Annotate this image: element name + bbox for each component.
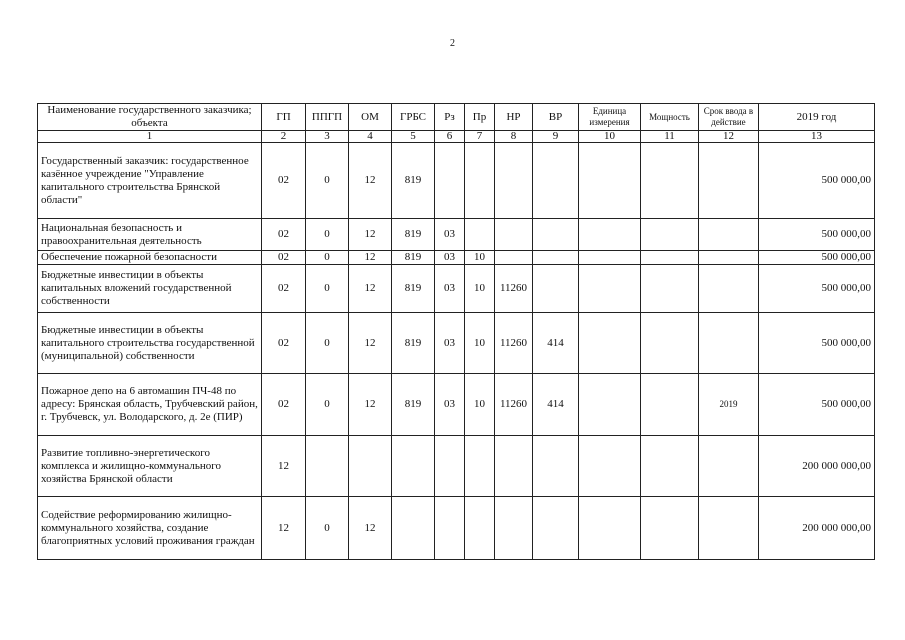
page-number: 2 [450,38,455,49]
cell-grbs: 819 [392,143,435,219]
cell-power [641,265,699,313]
cell-pr: 10 [465,265,495,313]
cell-amount: 500 000,00 [759,219,875,251]
cell-unit [579,265,641,313]
cell-rz: 03 [435,265,465,313]
cell-rz [435,436,465,497]
column-number: 9 [533,131,579,143]
cell-term [699,265,759,313]
row-name: Государственный заказчик: государственное казённое учреждение "Управление капитального строительства Брянской области" [38,143,262,219]
cell-pr [465,497,495,560]
cell-gp: 02 [262,251,306,265]
cell-power [641,143,699,219]
column-number: 3 [306,131,349,143]
cell-rz: 03 [435,374,465,436]
cell-gp: 02 [262,374,306,436]
cell-ppgp: 0 [306,265,349,313]
cell-gp: 12 [262,497,306,560]
cell-vr [533,251,579,265]
column-number: 1 [38,131,262,143]
header-om: ОМ [349,104,392,131]
cell-term: 2019 [699,374,759,436]
table-row [38,313,875,374]
cell-om: 12 [349,313,392,374]
header-nr: НР [495,104,533,131]
column-number: 12 [699,131,759,143]
cell-om: 12 [349,497,392,560]
column-number: 2 [262,131,306,143]
cell-ppgp: 0 [306,251,349,265]
header-rz: Рз [435,104,465,131]
cell-vr: 414 [533,313,579,374]
row-name: Развитие топливно-энергетического комплекса и жилищно-коммунального хозяйства Брянской области [38,436,262,497]
header-term: Срок ввода в действие [699,104,759,131]
cell-grbs: 819 [392,374,435,436]
cell-nr: 11260 [495,265,533,313]
cell-nr [495,143,533,219]
cell-ppgp: 0 [306,374,349,436]
cell-unit [579,497,641,560]
cell-ppgp: 0 [306,313,349,374]
cell-power [641,251,699,265]
cell-pr: 10 [465,374,495,436]
cell-ppgp: 0 [306,497,349,560]
header-grbs: ГРБС [392,104,435,131]
cell-term [699,219,759,251]
cell-term [699,497,759,560]
cell-gp: 02 [262,313,306,374]
cell-unit [579,251,641,265]
cell-pr: 10 [465,313,495,374]
budget-table [37,103,875,560]
cell-grbs: 819 [392,219,435,251]
cell-pr [465,219,495,251]
cell-ppgp: 0 [306,143,349,219]
row-name: Пожарное депо на 6 автомашин ПЧ-48 по адресу: Брянская область, Трубчевский район, г. Трубчевск, ул. Володарского, д. 2е (ПИР) [38,374,262,436]
cell-rz: 03 [435,219,465,251]
row-name: Бюджетные инвестиции в объекты капитальных вложений государственной собственности [38,265,262,313]
cell-amount: 500 000,00 [759,265,875,313]
cell-gp: 02 [262,265,306,313]
cell-grbs: 819 [392,265,435,313]
cell-om: 12 [349,251,392,265]
cell-power [641,374,699,436]
cell-amount: 500 000,00 [759,313,875,374]
cell-vr [533,436,579,497]
cell-nr [495,436,533,497]
cell-amount: 500 000,00 [759,143,875,219]
cell-unit [579,313,641,374]
header-unit: Единица измерения [579,104,641,131]
header-power: Мощность [641,104,699,131]
cell-rz: 03 [435,313,465,374]
column-number: 10 [579,131,641,143]
cell-nr [495,219,533,251]
column-number: 11 [641,131,699,143]
table-row [38,436,875,497]
cell-grbs [392,497,435,560]
cell-om: 12 [349,265,392,313]
cell-om [349,436,392,497]
cell-nr [495,251,533,265]
cell-rz [435,143,465,219]
cell-power [641,436,699,497]
cell-amount: 500 000,00 [759,251,875,265]
cell-rz [435,497,465,560]
table-row [38,497,875,560]
cell-vr [533,219,579,251]
column-number: 6 [435,131,465,143]
cell-term [699,251,759,265]
cell-om: 12 [349,143,392,219]
cell-grbs: 819 [392,313,435,374]
cell-rz: 03 [435,251,465,265]
table-row [38,251,875,265]
cell-unit [579,374,641,436]
table-row [38,265,875,313]
header-gp: ГП [262,104,306,131]
column-number: 13 [759,131,875,143]
table-row [38,219,875,251]
cell-om: 12 [349,374,392,436]
header-year: 2019 год [759,104,875,131]
cell-pr [465,436,495,497]
header-vr: ВР [533,104,579,131]
cell-gp: 12 [262,436,306,497]
cell-power [641,497,699,560]
cell-term [699,436,759,497]
cell-pr [465,143,495,219]
cell-gp: 02 [262,143,306,219]
cell-nr: 11260 [495,313,533,374]
cell-pr: 10 [465,251,495,265]
header-pr: Пр [465,104,495,131]
cell-power [641,313,699,374]
cell-unit [579,219,641,251]
table-row [38,143,875,219]
cell-nr: 11260 [495,374,533,436]
cell-vr [533,497,579,560]
cell-amount: 200 000 000,00 [759,497,875,560]
header-ppgp: ППГП [306,104,349,131]
row-name: Содействие реформированию жилищно-коммунального хозяйства, создание благоприятных условий проживания граждан [38,497,262,560]
column-number-row [38,131,875,143]
cell-vr: 414 [533,374,579,436]
column-number: 5 [392,131,435,143]
cell-ppgp [306,436,349,497]
cell-ppgp: 0 [306,219,349,251]
cell-vr [533,265,579,313]
cell-power [641,219,699,251]
cell-unit [579,436,641,497]
header-name: Наименование государственного заказчика; объекта [38,104,262,131]
column-number: 4 [349,131,392,143]
cell-unit [579,143,641,219]
cell-amount: 200 000 000,00 [759,436,875,497]
column-number: 8 [495,131,533,143]
cell-term [699,313,759,374]
cell-gp: 02 [262,219,306,251]
cell-om: 12 [349,219,392,251]
row-name: Бюджетные инвестиции в объекты капитального строительства государственной (муниципальной) собственности [38,313,262,374]
header-row [38,104,875,131]
table-row [38,374,875,436]
column-number: 7 [465,131,495,143]
cell-amount: 500 000,00 [759,374,875,436]
cell-term [699,143,759,219]
cell-grbs: 819 [392,251,435,265]
cell-vr [533,143,579,219]
cell-grbs [392,436,435,497]
cell-nr [495,497,533,560]
row-name: Национальная безопасность и правоохранительная деятельность [38,219,262,251]
row-name: Обеспечение пожарной безопасности [38,251,262,265]
